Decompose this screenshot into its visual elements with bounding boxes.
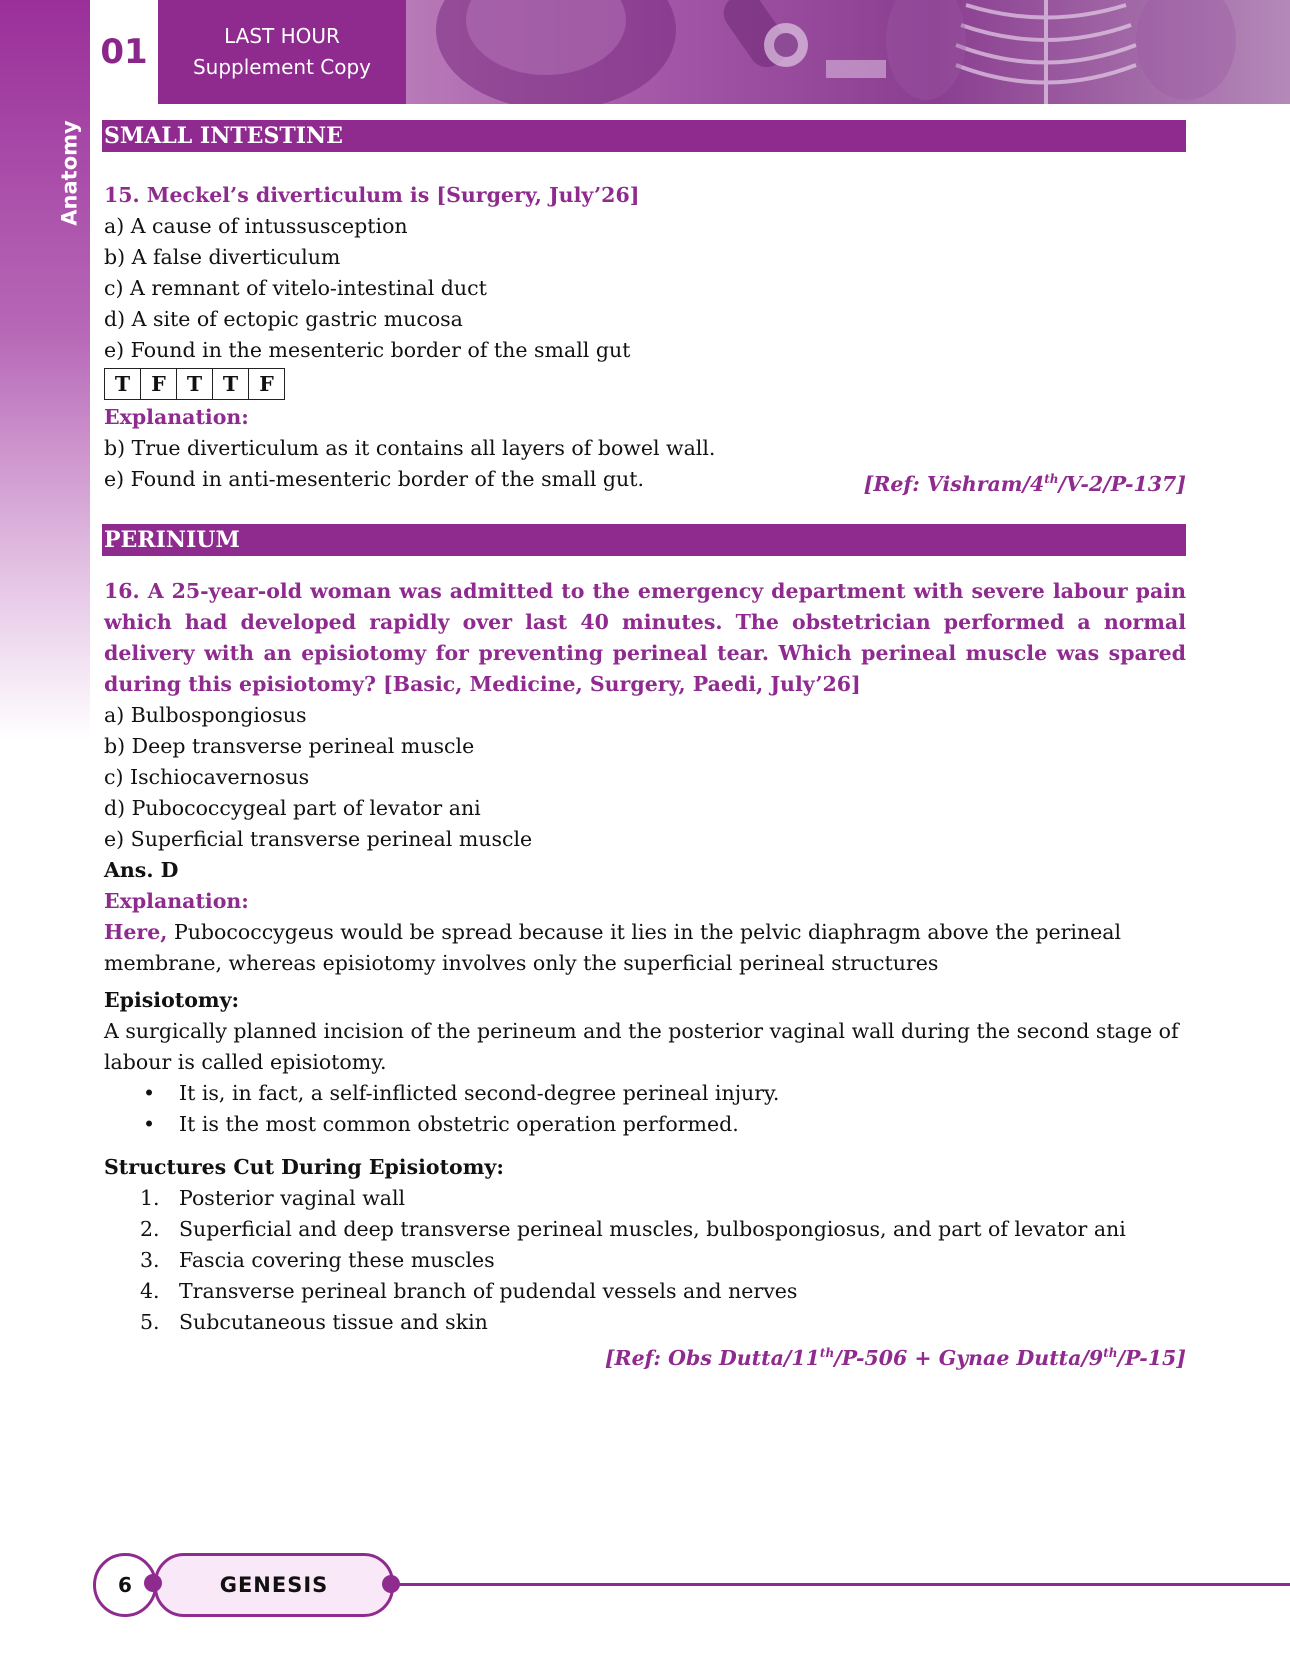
brand-title: LAST HOUR bbox=[224, 24, 340, 48]
option-c: c) A remnant of vitelo-intestinal duct bbox=[104, 276, 487, 300]
section-heading-perinium: PERINIUM bbox=[102, 524, 1186, 556]
page-footer bbox=[0, 1550, 1290, 1620]
list-item: 4. Transverse perineal branch of pudendal vessels and nerves bbox=[140, 1278, 798, 1303]
numbered-list bbox=[104, 1183, 1186, 1338]
option-d: d) A site of ectopic gastric mucosa bbox=[104, 307, 463, 331]
answer-cell: T bbox=[176, 369, 212, 399]
page-content bbox=[104, 120, 1186, 1374]
footer-rule bbox=[395, 1583, 1290, 1586]
explanation-ref-row bbox=[104, 464, 1186, 500]
bullet-list bbox=[104, 1078, 1186, 1140]
list-item: • It is the most common obstetric operation performed. bbox=[179, 1109, 1186, 1140]
anatomy-illustration bbox=[406, 0, 1290, 104]
answer-cell: F bbox=[140, 369, 176, 399]
answer-cell: F bbox=[248, 369, 284, 399]
explanation-line: e) Found in anti-mesenteric border of the small gut. bbox=[104, 467, 644, 491]
question-15: 15. Meckel’s diverticulum is [Surgery, July’26] bbox=[104, 183, 640, 207]
list-item: 5. Subcutaneous tissue and skin bbox=[140, 1309, 488, 1334]
reference: [Ref: Obs Dutta/11th/P-506 + Gynae Dutta/9th/P-15] bbox=[604, 1345, 1186, 1370]
sidebar-band bbox=[0, 0, 90, 740]
header-banner-image bbox=[406, 0, 1290, 104]
list-item: 3. Fascia covering these muscles bbox=[140, 1247, 495, 1272]
section-heading-small-intestine: SMALL INTESTINE bbox=[102, 120, 1186, 152]
option-e: e) Found in the mesenteric border of the small gut bbox=[104, 338, 631, 362]
chapter-number: 01 bbox=[90, 0, 158, 104]
explanation-paragraph: Here, Pubococcygeus would be spread because it lies in the pelvic diaphragm above the perineal membrane, whereas episiotomy involves only the superficial perineal structures bbox=[104, 919, 1122, 975]
episiotomy-heading: Episiotomy: bbox=[104, 987, 240, 1012]
explanation-label: Explanation: bbox=[104, 405, 249, 429]
option-e: e) Superficial transverse perineal muscle bbox=[104, 826, 533, 851]
option-d: d) Pubococcygeal part of levator ani bbox=[104, 795, 481, 820]
option-a: a) Bulbospongiosus bbox=[104, 702, 307, 727]
option-b: b) A false diverticulum bbox=[104, 245, 341, 269]
explanation-label: Explanation: bbox=[104, 888, 249, 913]
answer-cell: T bbox=[114, 372, 131, 396]
list-item: • It is, in fact, a self-inflicted second-degree perineal injury. bbox=[179, 1078, 1186, 1109]
option-a: a) A cause of intussusception bbox=[104, 214, 408, 238]
brand-subtitle: Supplement Copy bbox=[192, 55, 372, 79]
list-item: 2. Superficial and deep transverse perineal muscles, bulbospongiosus, and part of levator ani bbox=[140, 1216, 1126, 1241]
subject-label: Anatomy bbox=[58, 120, 83, 226]
option-b: b) Deep transverse perineal muscle bbox=[104, 733, 475, 758]
reference: [Ref: Vishram/4th/V-2/P-137] bbox=[863, 471, 1186, 496]
episiotomy-definition: A surgically planned incision of the perineum and the posterior vaginal wall during the second stage of labour is called episiotomy. bbox=[104, 1018, 1179, 1074]
question-16: 16. A 25-year-old woman was admitted to the emergency department with severe labour pain which had developed rapidly over last 40 minutes. The obstetrician performed a normal delivery with an episiotomy for preventing perineal tear. Which perineal muscle was spared during this episiotomy? [Basic, Medicine, Surgery, Paedi, July’26] bbox=[104, 578, 1186, 696]
structures-heading: Structures Cut During Episiotomy: bbox=[104, 1154, 504, 1179]
answer-cell: T bbox=[212, 369, 248, 399]
brand-box bbox=[158, 0, 406, 104]
footer-brand: GENESIS bbox=[154, 1553, 394, 1617]
footer-dot bbox=[382, 1575, 400, 1593]
page-number: 6 bbox=[93, 1553, 157, 1617]
option-c: c) Ischiocavernosus bbox=[104, 764, 310, 789]
list-item: 1. Posterior vaginal wall bbox=[140, 1185, 406, 1210]
explanation-line: b) True diverticulum as it contains all layers of bowel wall. bbox=[104, 436, 716, 460]
footer-dot bbox=[144, 1574, 162, 1592]
answer-key-table bbox=[104, 368, 285, 400]
answer: Ans. D bbox=[104, 857, 179, 882]
